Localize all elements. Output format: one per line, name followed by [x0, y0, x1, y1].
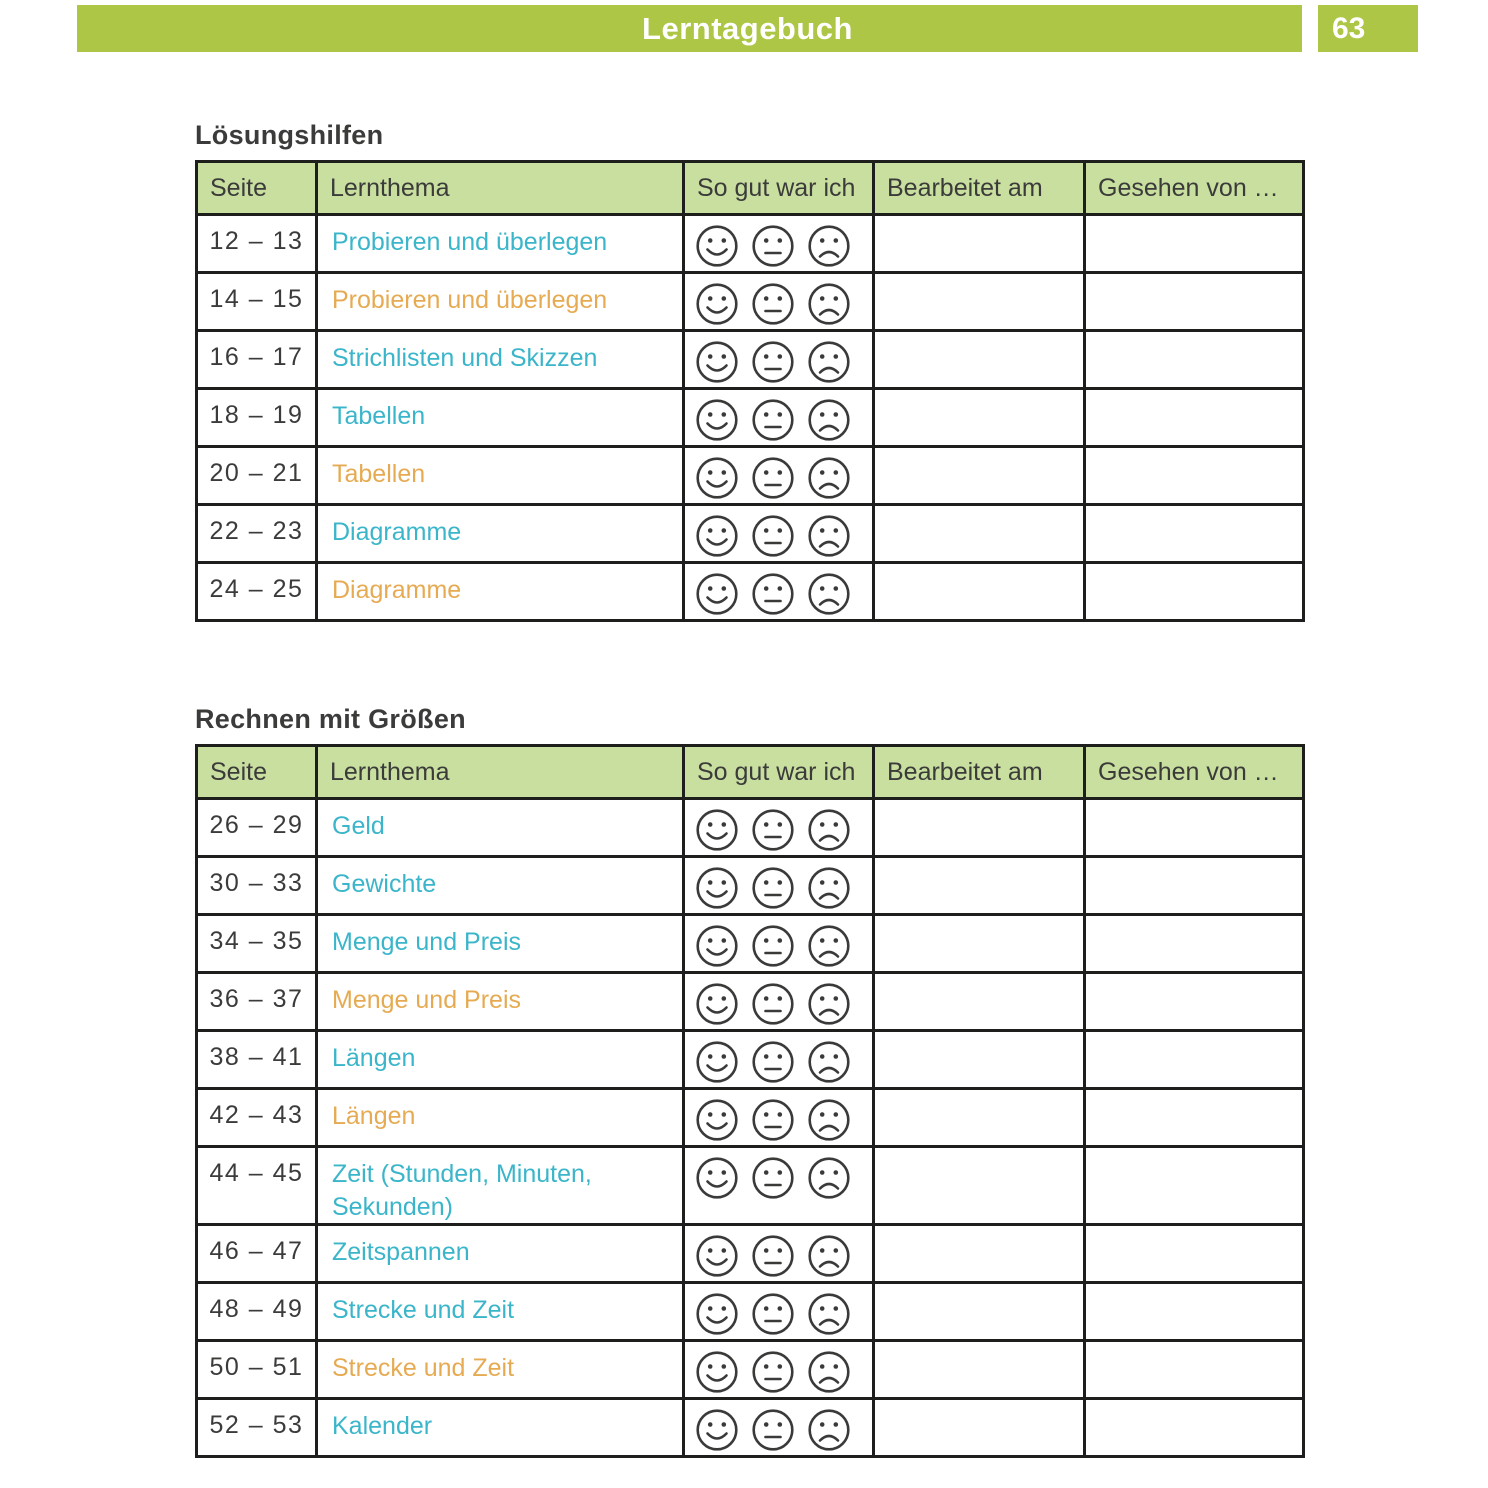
rating-faces-cell [684, 389, 874, 447]
rating-faces-cell [684, 1399, 874, 1457]
sad-face-icon [807, 282, 851, 326]
neutral-face-icon [751, 1098, 795, 1142]
rating-faces-cell [684, 973, 874, 1031]
section-loesungshilfen [195, 120, 1302, 622]
neutral-face-icon [751, 924, 795, 968]
neutral-face-icon [751, 1292, 795, 1336]
column-header: Seite [197, 746, 317, 799]
neutral-face-icon [751, 1040, 795, 1084]
column-header: So gut war ich [684, 746, 874, 799]
page-number: 63 [1332, 11, 1366, 45]
column-header: Gesehen von … [1085, 746, 1304, 799]
sad-face-icon [807, 398, 851, 442]
section-title: Rechnen mit Größen [195, 704, 466, 734]
table-row [197, 1031, 1304, 1089]
rating-faces-cell [684, 273, 874, 331]
neutral-face-icon [751, 340, 795, 384]
neutral-face-icon [751, 808, 795, 852]
bearbeitet-am-cell [874, 215, 1085, 273]
gesehen-von-cell [1085, 273, 1304, 331]
page-range: 30 – 33 [197, 857, 317, 915]
header-bar [77, 5, 1302, 52]
section-title: Lösungshilfen [195, 120, 384, 150]
bearbeitet-am-cell [874, 799, 1085, 857]
column-header: Lernthema [317, 746, 684, 799]
smiley-face-icon [695, 456, 739, 500]
table-row [197, 1225, 1304, 1283]
bearbeitet-am-cell [874, 1225, 1085, 1283]
table-row [197, 1147, 1304, 1225]
gesehen-von-cell [1085, 1147, 1304, 1225]
smiley-face-icon [695, 808, 739, 852]
smiley-face-icon [695, 282, 739, 326]
smiley-face-icon [695, 1098, 739, 1142]
smiley-face-icon [695, 924, 739, 968]
gesehen-von-cell [1085, 563, 1304, 621]
page-range: 42 – 43 [197, 1089, 317, 1147]
learning-topic: Zeit (Stunden, Minuten, Sekunden) [317, 1147, 684, 1225]
learning-topic: Geld [317, 799, 684, 857]
page-range: 52 – 53 [197, 1399, 317, 1457]
page-range: 14 – 15 [197, 273, 317, 331]
sad-face-icon [807, 924, 851, 968]
table-row [197, 563, 1304, 621]
rating-faces-cell [684, 447, 874, 505]
table-header-row [197, 746, 1304, 799]
page-title: Lerntagebuch [642, 10, 853, 46]
smiley-face-icon [695, 1350, 739, 1394]
bearbeitet-am-cell [874, 389, 1085, 447]
bearbeitet-am-cell [874, 857, 1085, 915]
sad-face-icon [807, 340, 851, 384]
neutral-face-icon [751, 456, 795, 500]
sad-face-icon [807, 1156, 851, 1200]
learning-topic: Strichlisten und Skizzen [317, 331, 684, 389]
table-row [197, 1341, 1304, 1399]
rating-faces-cell [684, 331, 874, 389]
table-header-row [197, 162, 1304, 215]
smiley-face-icon [695, 514, 739, 558]
learning-topic: Diagramme [317, 563, 684, 621]
table-row [197, 1283, 1304, 1341]
column-header: Gesehen von … [1085, 162, 1304, 215]
bearbeitet-am-cell [874, 1147, 1085, 1225]
bearbeitet-am-cell [874, 273, 1085, 331]
rating-faces-cell [684, 1341, 874, 1399]
gesehen-von-cell [1085, 1225, 1304, 1283]
sad-face-icon [807, 1292, 851, 1336]
page-range: 34 – 35 [197, 915, 317, 973]
page-range: 16 – 17 [197, 331, 317, 389]
section-rechnen-mit-groessen [195, 704, 1302, 1458]
learning-topic: Tabellen [317, 389, 684, 447]
bearbeitet-am-cell [874, 1283, 1085, 1341]
table-row [197, 857, 1304, 915]
neutral-face-icon [751, 982, 795, 1026]
neutral-face-icon [751, 866, 795, 910]
gesehen-von-cell [1085, 1089, 1304, 1147]
sad-face-icon [807, 224, 851, 268]
smiley-face-icon [695, 224, 739, 268]
column-header: Lernthema [317, 162, 684, 215]
neutral-face-icon [751, 514, 795, 558]
smiley-face-icon [695, 1040, 739, 1084]
smiley-face-icon [695, 1156, 739, 1200]
page-range: 36 – 37 [197, 973, 317, 1031]
page-range: 38 – 41 [197, 1031, 317, 1089]
gesehen-von-cell [1085, 1283, 1304, 1341]
sad-face-icon [807, 1040, 851, 1084]
page-range: 18 – 19 [197, 389, 317, 447]
smiley-face-icon [695, 982, 739, 1026]
sad-face-icon [807, 514, 851, 558]
sad-face-icon [807, 572, 851, 616]
page-number-badge [1318, 5, 1418, 52]
bearbeitet-am-cell [874, 1341, 1085, 1399]
column-header: Seite [197, 162, 317, 215]
gesehen-von-cell [1085, 973, 1304, 1031]
table-row [197, 973, 1304, 1031]
neutral-face-icon [751, 1350, 795, 1394]
learning-topic: Menge und Preis [317, 973, 684, 1031]
neutral-face-icon [751, 282, 795, 326]
bearbeitet-am-cell [874, 505, 1085, 563]
learning-topic: Tabellen [317, 447, 684, 505]
page-range: 50 – 51 [197, 1341, 317, 1399]
bearbeitet-am-cell [874, 915, 1085, 973]
rating-faces-cell [684, 215, 874, 273]
smiley-face-icon [695, 1292, 739, 1336]
page-range: 24 – 25 [197, 563, 317, 621]
learning-diary-table [195, 160, 1305, 622]
table-row [197, 215, 1304, 273]
rating-faces-cell [684, 563, 874, 621]
bearbeitet-am-cell [874, 331, 1085, 389]
table-row [197, 799, 1304, 857]
gesehen-von-cell [1085, 1341, 1304, 1399]
page-range: 48 – 49 [197, 1283, 317, 1341]
learning-topic: Zeitspannen [317, 1225, 684, 1283]
rating-faces-cell [684, 505, 874, 563]
sad-face-icon [807, 1098, 851, 1142]
gesehen-von-cell [1085, 1031, 1304, 1089]
learning-topic: Probieren und überlegen [317, 273, 684, 331]
column-header: Bearbeitet am [874, 162, 1085, 215]
smiley-face-icon [695, 572, 739, 616]
neutral-face-icon [751, 224, 795, 268]
table-row [197, 273, 1304, 331]
gesehen-von-cell [1085, 505, 1304, 563]
sad-face-icon [807, 1408, 851, 1452]
rating-faces-cell [684, 1225, 874, 1283]
bearbeitet-am-cell [874, 1031, 1085, 1089]
learning-topic: Strecke und Zeit [317, 1283, 684, 1341]
sad-face-icon [807, 808, 851, 852]
smiley-face-icon [695, 340, 739, 384]
gesehen-von-cell [1085, 857, 1304, 915]
table-row [197, 1399, 1304, 1457]
page-range: 44 – 45 [197, 1147, 317, 1225]
table-row [197, 389, 1304, 447]
learning-topic: Diagramme [317, 505, 684, 563]
learning-topic: Menge und Preis [317, 915, 684, 973]
bearbeitet-am-cell [874, 1089, 1085, 1147]
bearbeitet-am-cell [874, 563, 1085, 621]
gesehen-von-cell [1085, 447, 1304, 505]
neutral-face-icon [751, 1408, 795, 1452]
smiley-face-icon [695, 1408, 739, 1452]
neutral-face-icon [751, 398, 795, 442]
learning-topic: Strecke und Zeit [317, 1341, 684, 1399]
bearbeitet-am-cell [874, 447, 1085, 505]
table-row [197, 915, 1304, 973]
bearbeitet-am-cell [874, 973, 1085, 1031]
sad-face-icon [807, 456, 851, 500]
page-range: 26 – 29 [197, 799, 317, 857]
smiley-face-icon [695, 398, 739, 442]
table-row [197, 1089, 1304, 1147]
gesehen-von-cell [1085, 1399, 1304, 1457]
page-range: 20 – 21 [197, 447, 317, 505]
page-range: 46 – 47 [197, 1225, 317, 1283]
column-header: So gut war ich [684, 162, 874, 215]
neutral-face-icon [751, 1234, 795, 1278]
rating-faces-cell [684, 1031, 874, 1089]
sad-face-icon [807, 1234, 851, 1278]
page-range: 22 – 23 [197, 505, 317, 563]
page-range: 12 – 13 [197, 215, 317, 273]
table-row [197, 505, 1304, 563]
table-row [197, 331, 1304, 389]
learning-topic: Gewichte [317, 857, 684, 915]
column-header: Bearbeitet am [874, 746, 1085, 799]
gesehen-von-cell [1085, 915, 1304, 973]
rating-faces-cell [684, 1089, 874, 1147]
gesehen-von-cell [1085, 215, 1304, 273]
bearbeitet-am-cell [874, 1399, 1085, 1457]
rating-faces-cell [684, 799, 874, 857]
sad-face-icon [807, 866, 851, 910]
smiley-face-icon [695, 1234, 739, 1278]
learning-diary-table [195, 744, 1305, 1458]
rating-faces-cell [684, 857, 874, 915]
learning-topic: Probieren und überlegen [317, 215, 684, 273]
learning-topic: Kalender [317, 1399, 684, 1457]
learning-topic: Längen [317, 1089, 684, 1147]
sad-face-icon [807, 1350, 851, 1394]
rating-faces-cell [684, 1147, 874, 1225]
learning-topic: Längen [317, 1031, 684, 1089]
rating-faces-cell [684, 915, 874, 973]
gesehen-von-cell [1085, 389, 1304, 447]
gesehen-von-cell [1085, 799, 1304, 857]
rating-faces-cell [684, 1283, 874, 1341]
smiley-face-icon [695, 866, 739, 910]
neutral-face-icon [751, 1156, 795, 1200]
sad-face-icon [807, 982, 851, 1026]
gesehen-von-cell [1085, 331, 1304, 389]
table-row [197, 447, 1304, 505]
neutral-face-icon [751, 572, 795, 616]
